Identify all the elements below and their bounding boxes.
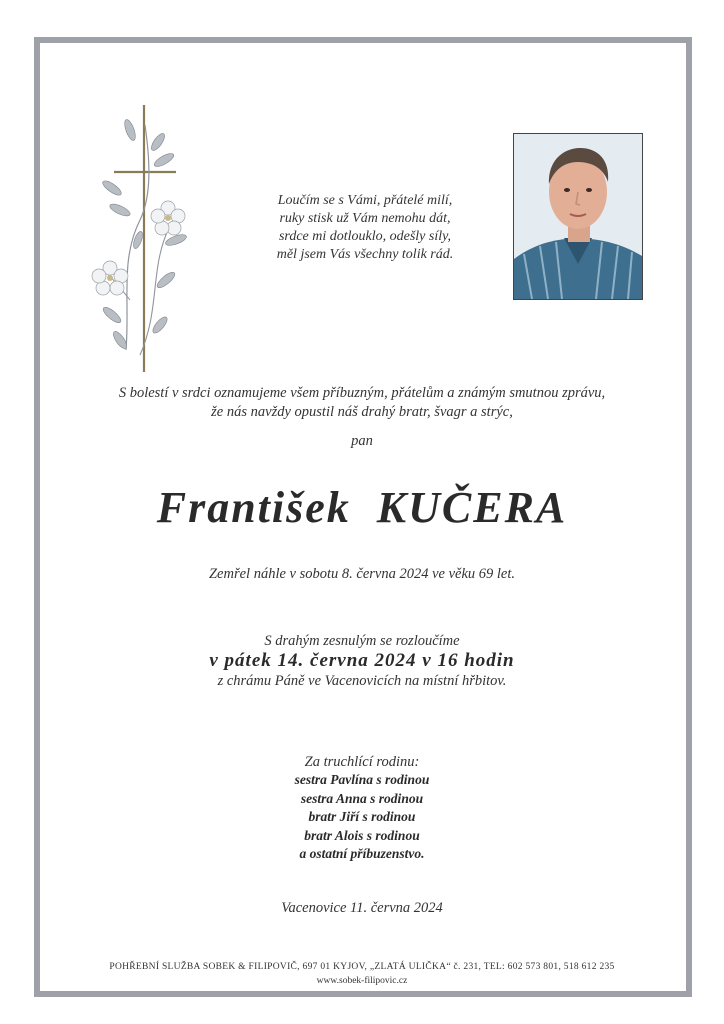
honorific: pan xyxy=(351,433,373,449)
deceased-photo xyxy=(513,133,643,300)
mourner-item: a ostatní příbuzenstvo. xyxy=(299,846,425,861)
farewell-place: z chrámu Páně ve Vacenovicích na místní hřbitov. xyxy=(217,673,507,689)
deceased-last-name: KUČERA xyxy=(376,483,568,532)
poem-line: ruky stisk už Vám nemohu dát, xyxy=(279,211,451,226)
mourner-item: bratr Jiří s rodinou xyxy=(308,809,416,824)
place-and-date: Vacenovice 11. června 2024 xyxy=(281,900,443,916)
announcement-line-1: S bolestí v srdci oznamujeme všem příbuzným, přátelům a známým smutnou zprávu, xyxy=(118,385,606,401)
farewell-intro: S drahým zesnulým se rozloučíme xyxy=(264,633,460,649)
website-link[interactable]: www.sobek-filipovic.cz xyxy=(316,976,408,986)
announcement-line-2: že nás navždy opustil náš drahý bratr, švagr a strýc, xyxy=(211,404,513,420)
poem-line: Loučím se s Vámi, přátelé milí, xyxy=(277,193,453,208)
mourner-item: sestra Pavlína s rodinou xyxy=(294,772,430,787)
mourners-heading: Za truchlící rodinu: xyxy=(304,754,420,770)
mourner-item: bratr Alois s rodinou xyxy=(304,827,420,843)
cross-with-flowers-icon xyxy=(90,100,200,380)
mourner-item: sestra Anna s rodinou xyxy=(300,790,424,806)
death-notice: Zemřel náhle v sobotu 8. června 2024 ve věku 69 let. xyxy=(208,566,516,582)
mourners-list xyxy=(0,771,724,864)
deceased-first-name: František xyxy=(156,483,351,532)
farewell-poem xyxy=(250,192,480,264)
farewell-time: v pátek 14. června 2024 v 16 hodin xyxy=(209,650,515,671)
funeral-service-footer: POHŘEBNÍ SLUŽBA SOBEK & FILIPOVIČ, 697 01 KYJOV, „ZLATÁ ULIČKA“ č. 231, TEL: 602 573 801, 518 612 235 xyxy=(109,962,615,972)
deceased-name xyxy=(0,478,724,538)
announcement-text xyxy=(0,384,724,422)
poem-line: měl jsem Vás všechny tolik rád. xyxy=(276,247,454,262)
poem-line: srdce mi dotlouklo, odešly síly, xyxy=(278,229,452,244)
